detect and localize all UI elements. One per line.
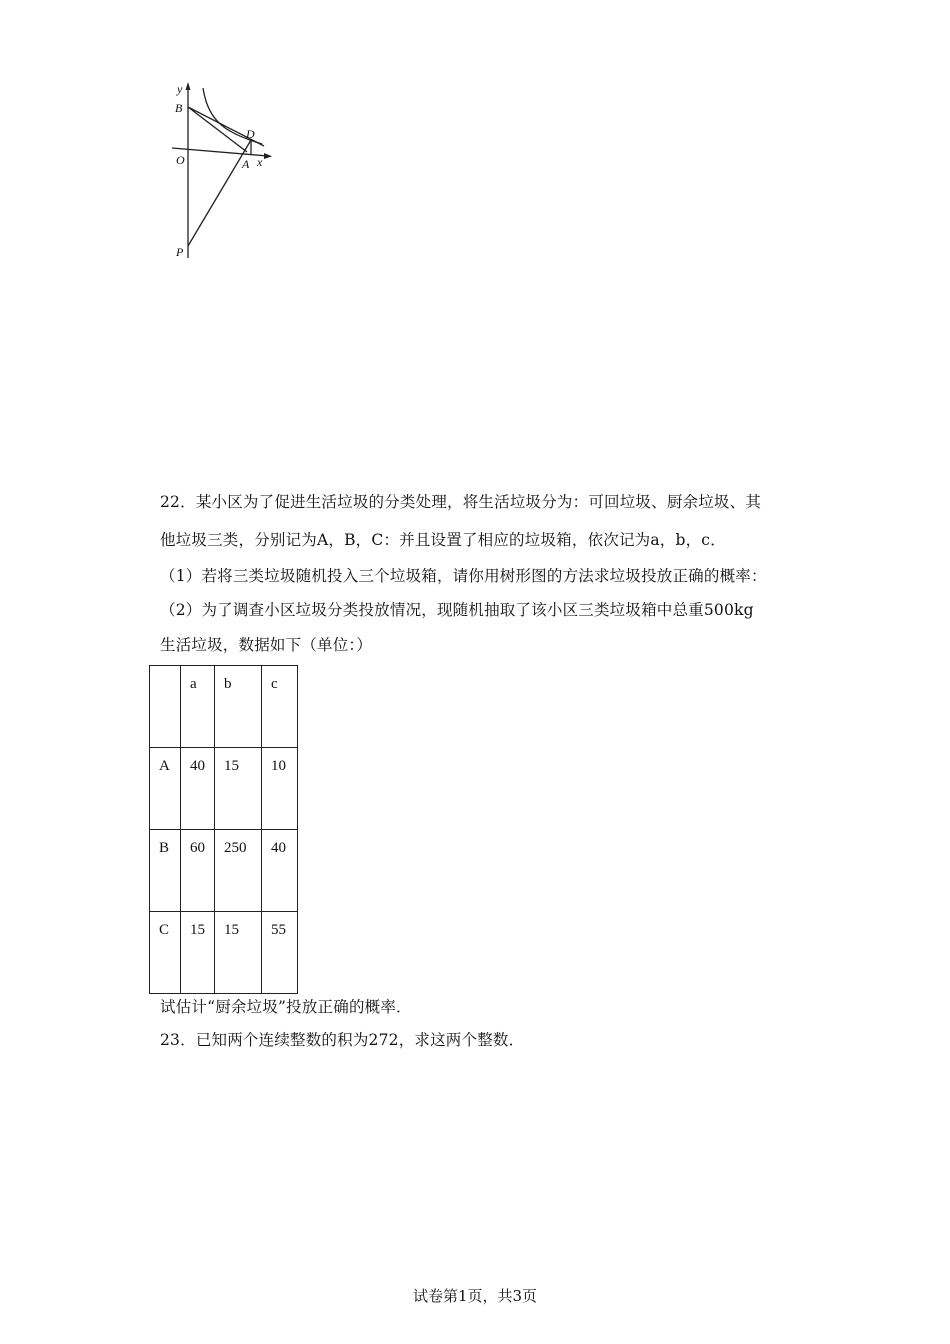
q22-part2-line2: 生活垃圾，数据如下（单位：） xyxy=(160,636,373,654)
table-row xyxy=(150,830,298,912)
label-y: y xyxy=(177,82,183,96)
label-a: A xyxy=(242,157,250,171)
table-header-a: a xyxy=(181,666,215,748)
table-cell: 55 xyxy=(262,912,298,994)
q22-after-table: 试估计“厨余垃圾”投放正确的概率． xyxy=(160,998,412,1016)
q22-line1: 22．某小区为了促进生活垃圾的分类处理，将生活垃圾分为：可回垃圾、厨余垃圾、其 xyxy=(160,493,762,511)
table-row-label: B xyxy=(150,830,181,912)
table-header-b: b xyxy=(215,666,262,748)
table-header-row xyxy=(150,666,298,748)
coordinate-diagram xyxy=(160,75,290,270)
page-footer: 试卷第1页，共3页 xyxy=(412,1287,538,1305)
q22-line2: 他垃圾三类，分别记为A，B，C：并且设置了相应的垃圾箱，依次记为a，b，c． xyxy=(160,531,726,549)
table-row xyxy=(150,748,298,830)
table-cell: 15 xyxy=(215,748,262,830)
table-row-label: C xyxy=(150,912,181,994)
table-cell: 60 xyxy=(181,830,215,912)
table-header-c: c xyxy=(262,666,298,748)
table-cell xyxy=(150,666,181,748)
line-ba xyxy=(188,107,247,152)
x-axis-arrow-icon xyxy=(264,153,272,159)
table-row xyxy=(150,912,298,994)
table-cell: 250 xyxy=(215,830,262,912)
label-d: D xyxy=(246,127,255,141)
table-cell: 15 xyxy=(181,912,215,994)
label-p: P xyxy=(176,245,184,259)
label-x: x xyxy=(257,155,263,169)
garbage-data-table xyxy=(149,665,298,994)
table-row-label: A xyxy=(150,748,181,830)
y-axis-arrow-icon xyxy=(186,82,191,90)
label-o: O xyxy=(176,153,185,167)
label-b: B xyxy=(175,101,183,115)
q22-part1: （1）若将三类垃圾随机投入三个垃圾箱，请你用树形图的方法求垃圾投放正确的概率： xyxy=(160,567,767,585)
table-cell: 40 xyxy=(181,748,215,830)
q22-part2-line1: （2）为了调查小区垃圾分类投放情况，现随机抽取了该小区三类垃圾箱中总重500kg xyxy=(160,601,754,619)
line-pd xyxy=(188,140,251,246)
table-cell: 40 xyxy=(262,830,298,912)
table-cell: 15 xyxy=(215,912,262,994)
geometry-figure xyxy=(160,75,290,270)
table-cell: 10 xyxy=(262,748,298,830)
x-axis xyxy=(172,148,268,156)
q23-text: 23．已知两个连续整数的积为272，求这两个整数． xyxy=(160,1031,525,1049)
